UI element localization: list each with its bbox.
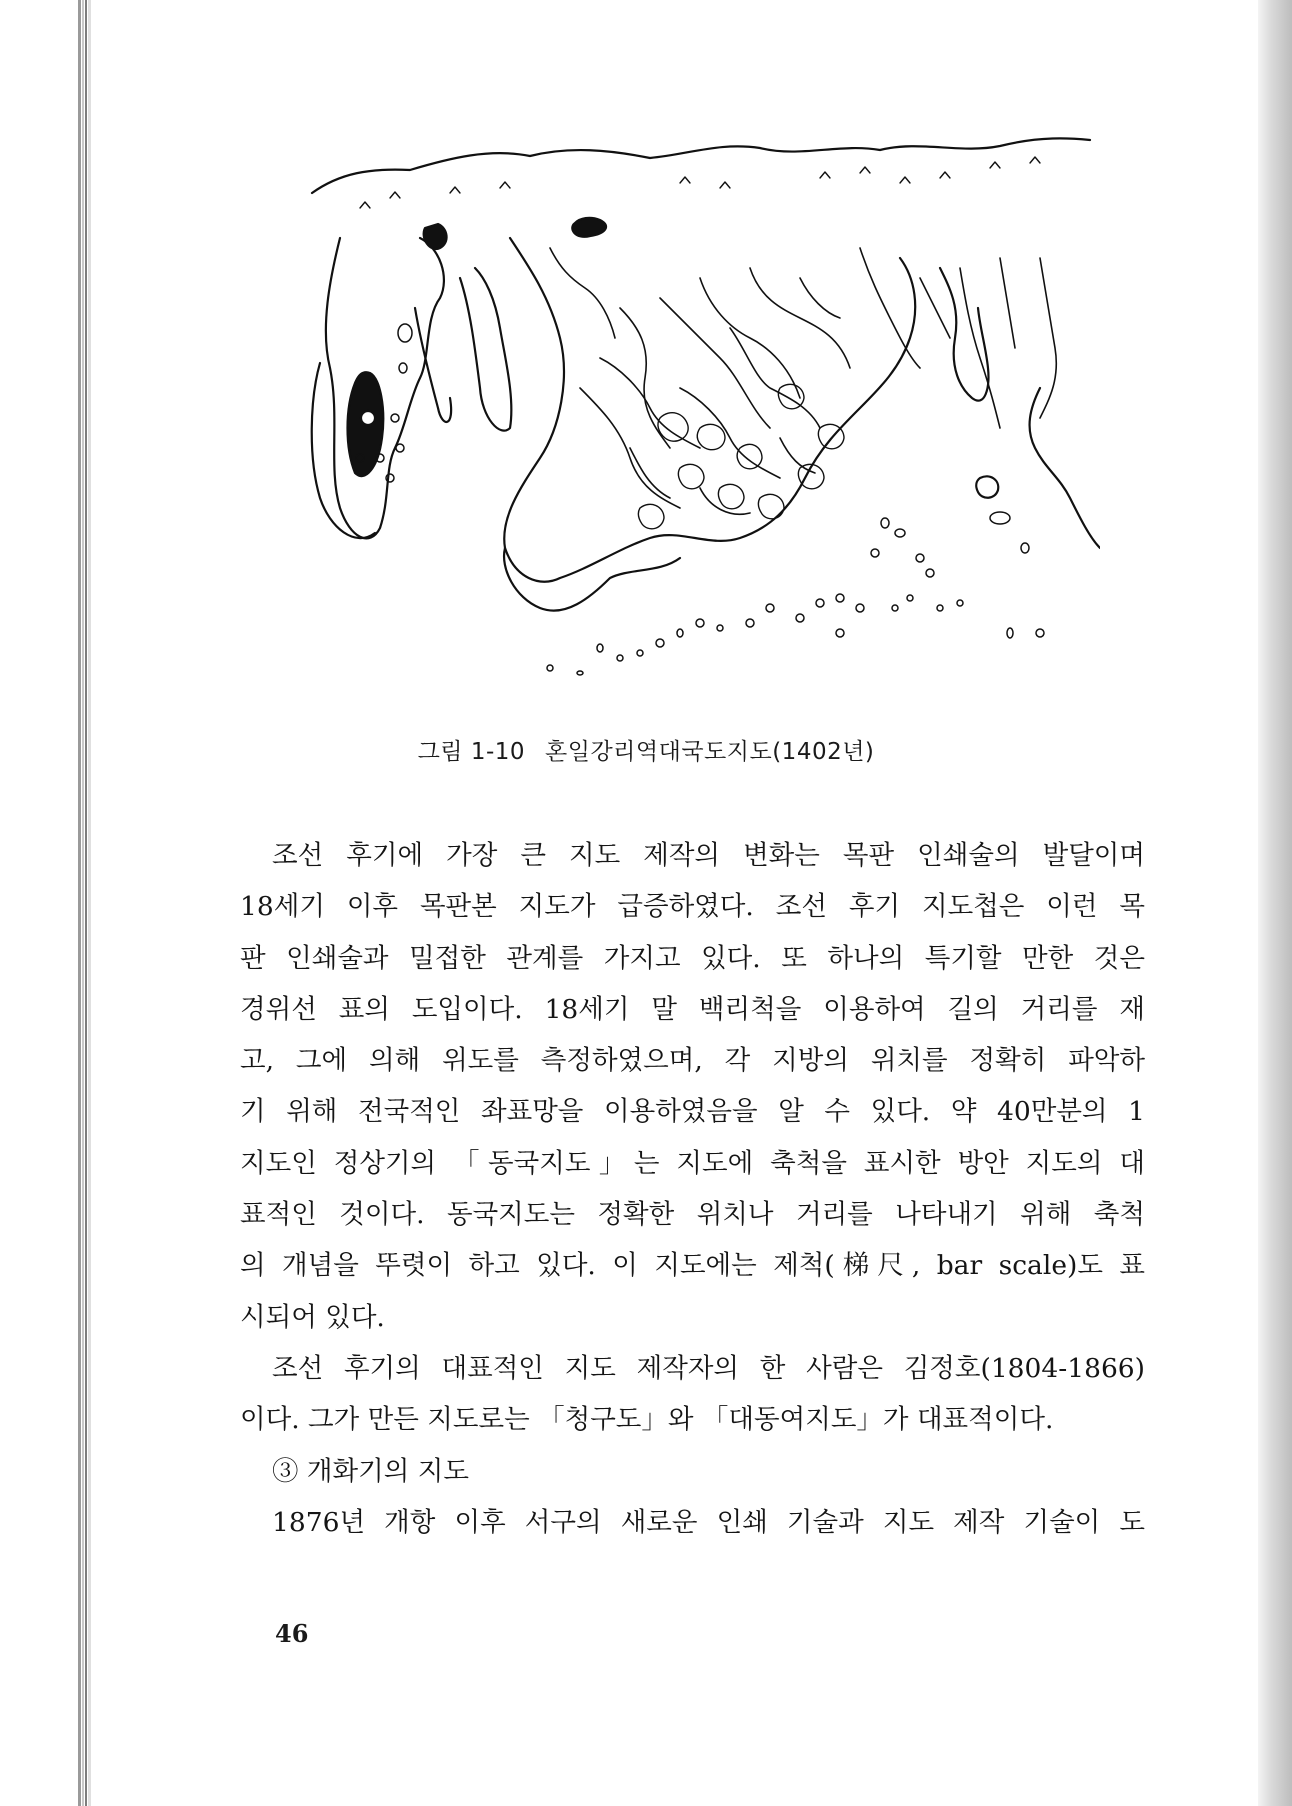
page-gutter-shadow — [1258, 0, 1292, 1806]
map-small-islands — [356, 324, 1044, 675]
map-japan-islands — [1030, 388, 1100, 548]
text-line: 이다. 그가 만든 지도로는 「청구도」와 「대동여지도」가 대표적이다. — [240, 1404, 1054, 1436]
map-mountain-marks — [360, 157, 1040, 208]
figure-caption — [0, 733, 1292, 766]
map-arabia-peninsula — [415, 308, 451, 422]
page-edge — [78, 0, 81, 1806]
text-line: 판 인쇄술과 밀접한 관계를 가지고 있다. 또 하나의 특기할 만한 것은 — [240, 942, 1145, 974]
page-edge — [82, 0, 84, 1806]
text-line: 고, 그에 의해 위도를 측정하였으며, 각 지방의 위치를 정확히 파악하 — [240, 1045, 1145, 1077]
text-line: 기 위해 전국적인 좌표망을 이용하였음을 알 수 있다. 약 40만분의 1 — [240, 1096, 1145, 1128]
map-lake-island — [361, 411, 375, 425]
text-line: 조선 후기의 대표적인 지도 제작자의 한 사람은 김정호(1804-1866) — [272, 1352, 1145, 1384]
text-line: 지도인 정상기의 「동국지도」는 지도에 축척을 표시한 방안 지도의 대 — [240, 1147, 1145, 1179]
page-edge — [85, 0, 87, 1806]
text-line: 조선 후기에 가장 큰 지도 제작의 변화는 목판 인쇄술의 발달이며 — [272, 840, 1145, 871]
map-india-peninsula — [460, 268, 511, 431]
figure-caption-title: 혼일강리역대국도지도(1402년) — [545, 739, 875, 765]
section-heading: ③ 개화기의 지도 — [272, 1455, 469, 1487]
text-line: 18세기 이후 목판본 지도가 급증하였다. 조선 후기 지도첩은 이런 목 — [240, 891, 1145, 923]
map-northern-border — [312, 138, 1090, 193]
map-korea-peninsula — [940, 268, 988, 401]
map-rivers — [550, 248, 1056, 514]
text-line: 1876년 개항 이후 서구의 새로운 인쇄 기술과 지도 제작 기술이 도 — [272, 1506, 1145, 1538]
map-japan-island — [976, 476, 998, 497]
body-text — [240, 830, 1145, 1548]
map-dark-sea — [572, 218, 606, 237]
page-number: 46 — [275, 1619, 309, 1648]
text-line: 경위선 표의 도입이다. 18세기 말 백리척을 이용하여 길의 거리를 재 — [240, 993, 1145, 1025]
page-edge — [88, 0, 91, 1806]
map-figure — [300, 128, 1100, 688]
text-line: 의 개념을 뚜렷이 하고 있다. 이 지도에는 제척(梯尺, bar scale)도 표 — [240, 1250, 1145, 1282]
map-illustration — [300, 128, 1100, 688]
text-line: 시되어 있다. — [240, 1301, 385, 1333]
map-province-cells — [638, 384, 844, 528]
map-dark-sea — [424, 224, 447, 249]
figure-caption-label: 그림 1-10 — [417, 739, 526, 765]
text-line: 표적인 것이다. 동국지도는 정확한 위치나 거리를 나타내기 위해 축척 — [240, 1199, 1145, 1231]
map-west-landmass — [326, 238, 444, 538]
